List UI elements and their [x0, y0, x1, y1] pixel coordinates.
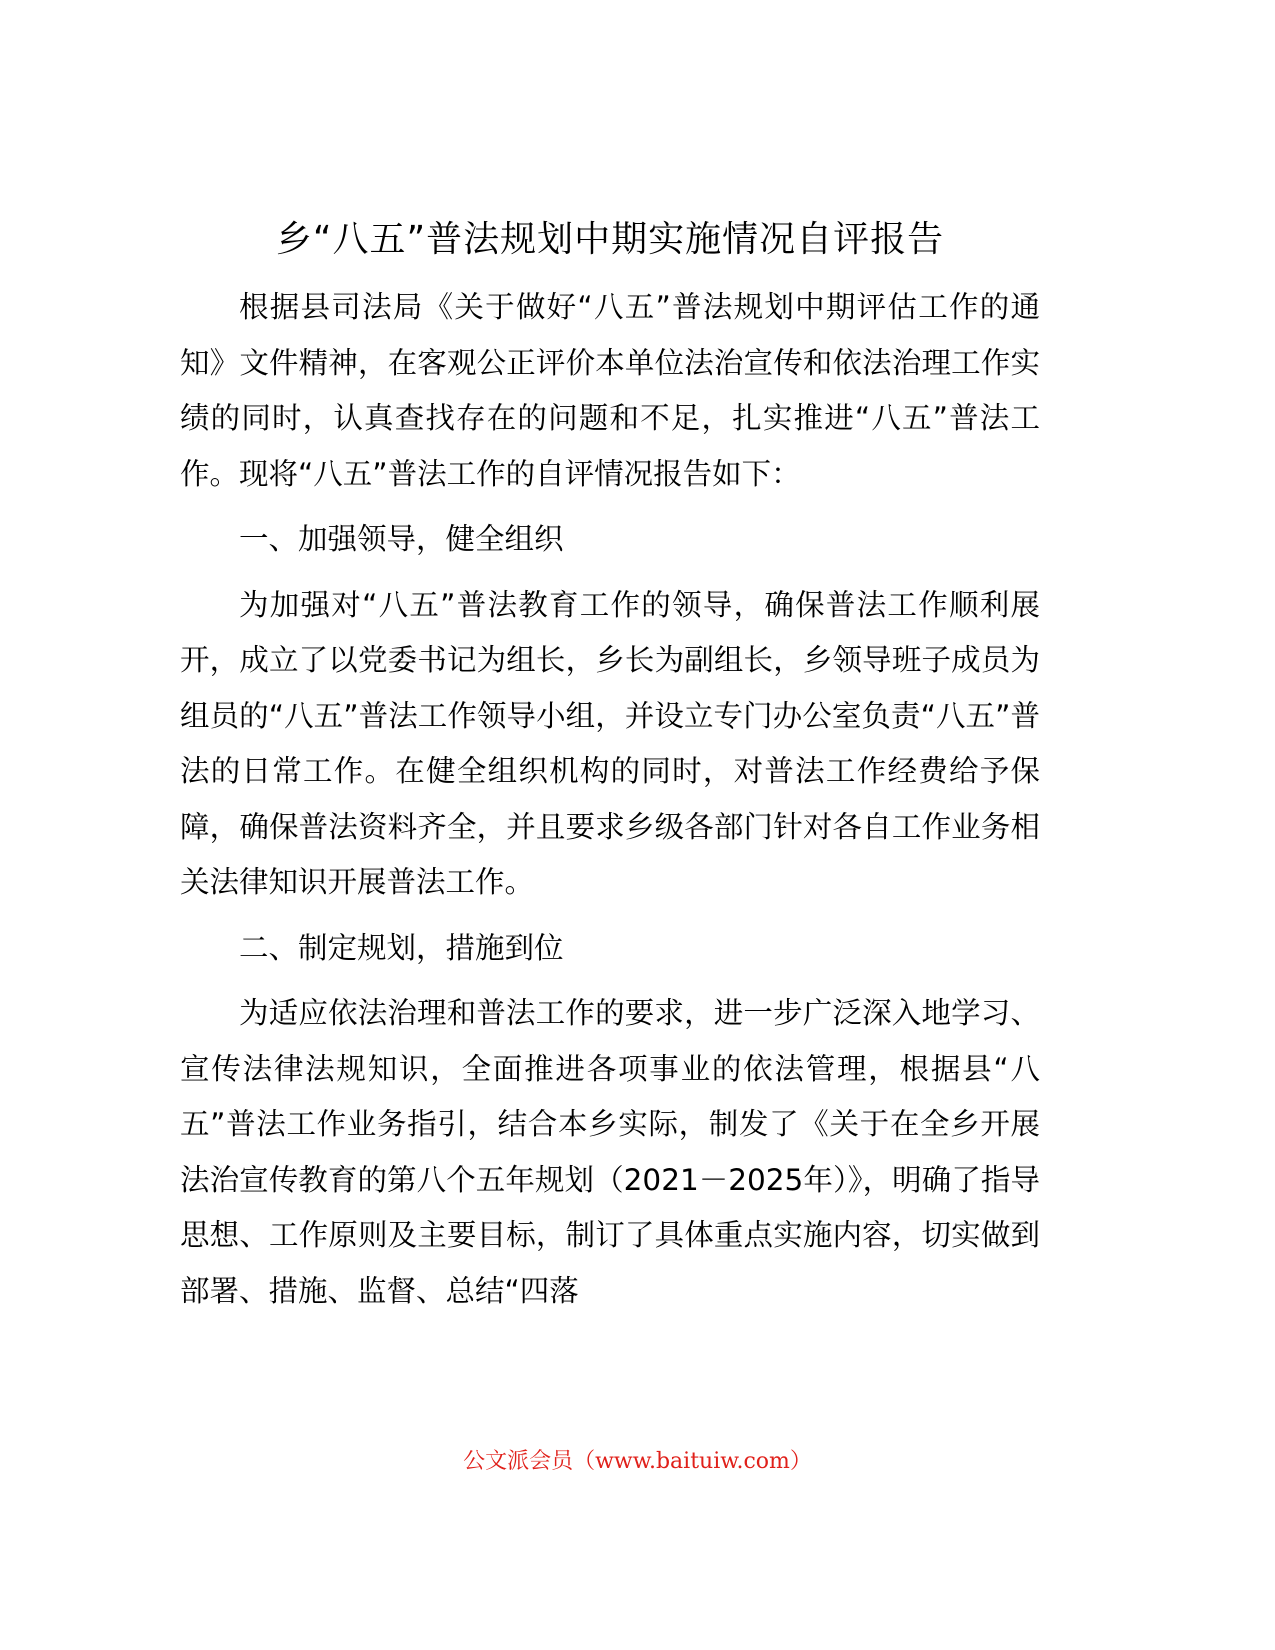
section-1-heading: 一、加强领导，健全组织 [239, 522, 564, 556]
section-1-paragraph: 为加强对“八五”普法教育工作的领导，确保普法工作顺利展开，成立了以党委书记为组长，乡长为副组长，乡领导班子成员为组员的“八五”普法工作领导小组，并设立专门办公室负责“八五”普法的日常工作。在健全组织机构的同时，对普法工作经费给予保障，确保普法资料齐全，并且要求乡级各部门针对各自工作业务相关法律知识开展普法工作。 [180, 587, 1040, 899]
document-title: 乡“八五”普法规划中期实施情况自评报告 [275, 219, 945, 260]
document-body [180, 212, 1040, 1329]
intro-paragraph: 根据县司法局《关于做好“八五”普法规划中期评估工作的通知》文件精神，在客观公正评价本单位法治宣传和依法治理工作实绩的同时，认真查找存在的问题和不足，扎实推进“八五”普法工作。现将“八五”普法工作的自评情况报告如下： [180, 290, 1040, 491]
section-2-heading: 二、制定规划，措施到位 [239, 930, 564, 965]
section-2-paragraph: 为适应依法治理和普法工作的要求，进一步广泛深入地学习、宣传法律法规知识，全面推进各项事业的依法管理，根据县“八五”普法工作业务指引，结合本乡实际，制发了《关于在全乡开展法治宣传教育的第八个五年规划（2021－2025年）》，明确了指导思想、工作原则及主要目标，制订了具体重点实施内容，切实做到部署、措施、监督、总结“四落 [180, 996, 1040, 1308]
footer-watermark: 公文派会员（www.baituiw.com） [463, 1449, 812, 1474]
